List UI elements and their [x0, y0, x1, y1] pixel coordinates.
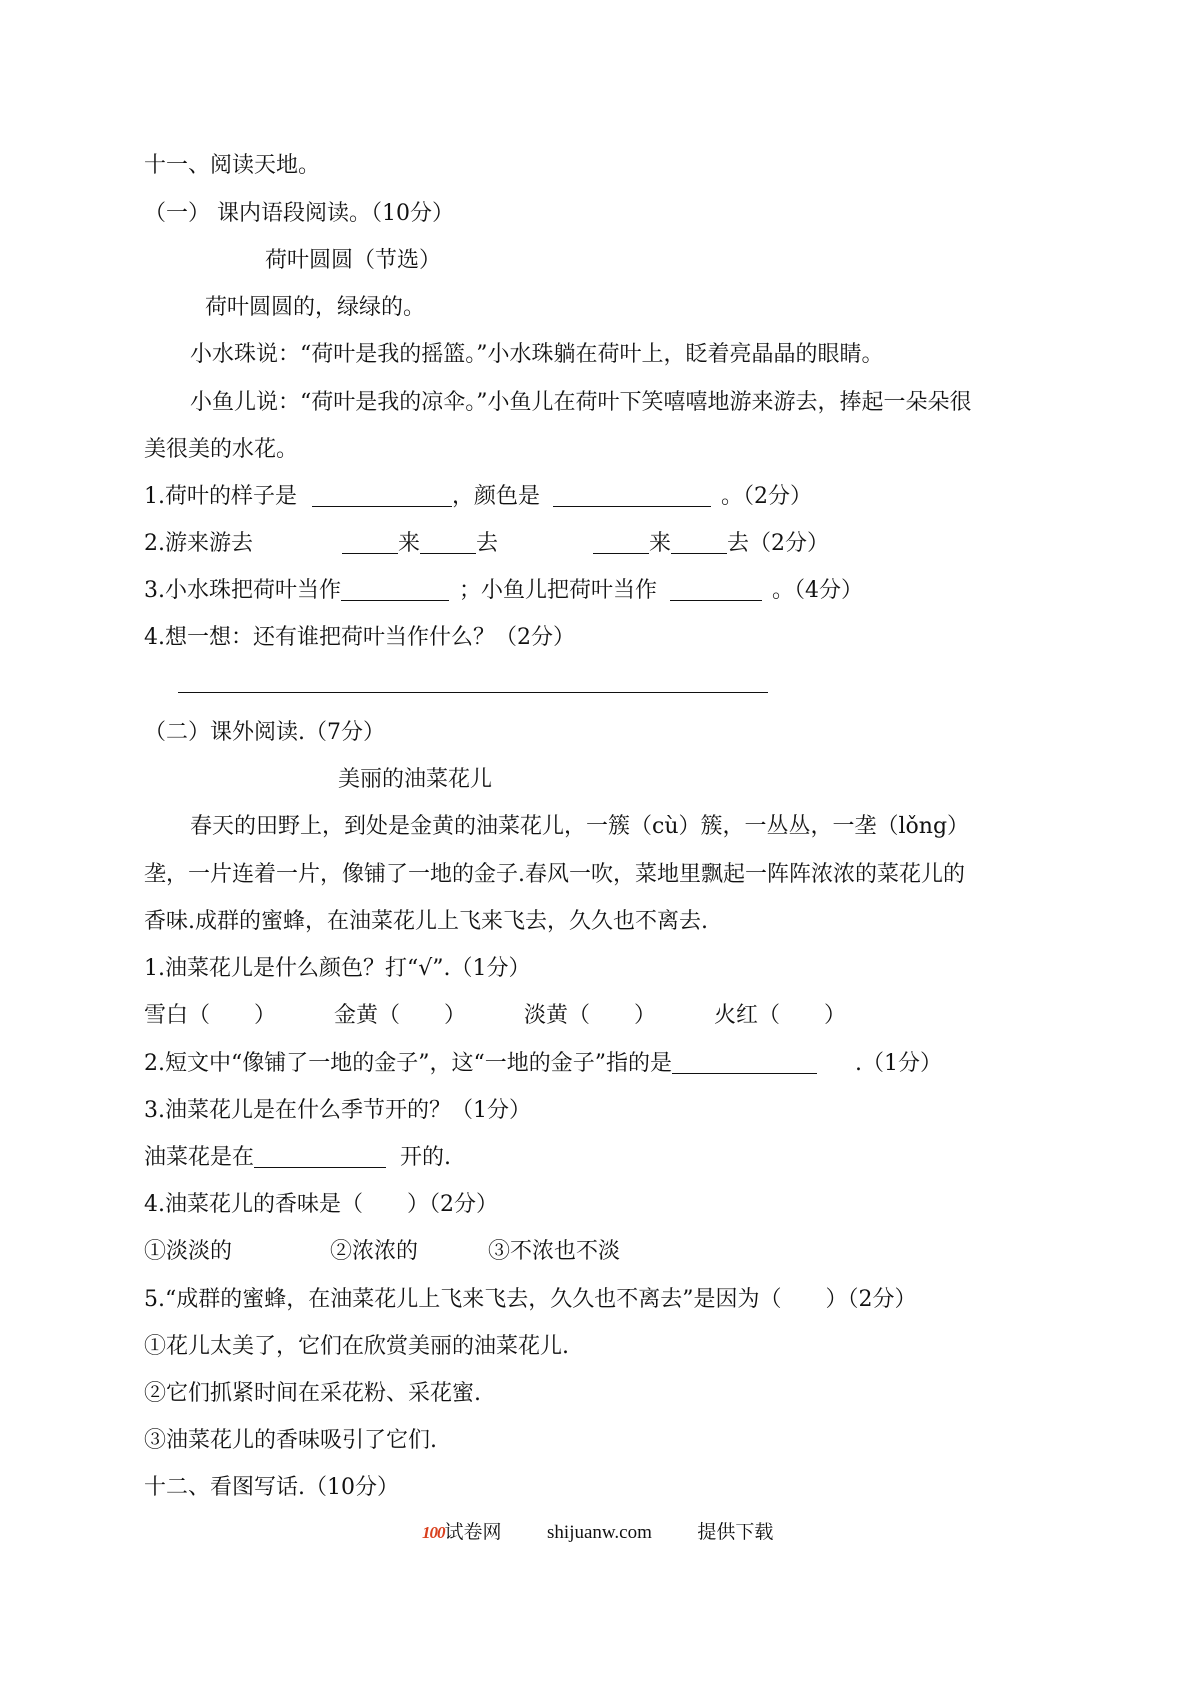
answer-blank[interactable] [341, 578, 449, 601]
answer-blank[interactable] [671, 531, 727, 554]
option-fire-red[interactable]: 火红（ ） [714, 1003, 847, 1028]
question-text: ，颜色是 [452, 484, 541, 509]
footer [422, 1520, 773, 1546]
passage-2-paragraph: 香味.成群的蜜蜂，在油菜花儿上飞来飞去，久久也不离去. [144, 909, 708, 934]
question-1-4: 4.想一想：还有谁把荷叶当作什么？（2分） [144, 625, 575, 650]
option-3[interactable]: ③不浓也不淡 [488, 1239, 621, 1264]
question-text: 来 [649, 531, 672, 556]
question-2-3: 3.油菜花儿是在什么季节开的？（1分） [144, 1098, 531, 1123]
footer-note: 提供下载 [697, 1522, 774, 1543]
question-text: 3.小水珠把荷叶当作 [144, 578, 341, 603]
answer-blank[interactable] [672, 1051, 817, 1074]
question-text: 油菜花是在 [144, 1145, 255, 1170]
question-text: 来 [398, 531, 421, 556]
question-2-4: 4.油菜花儿的香味是（ ）（2分） [144, 1192, 498, 1217]
question-2-5: 5.“成群的蜜蜂，在油菜花儿上飞来飞去，久久也不离去”是因为（ ）（2分） [144, 1287, 917, 1312]
passage-1-paragraph: 荷叶圆圆的，绿绿的。 [205, 295, 426, 320]
question-2-1-options [144, 1001, 846, 1031]
answer-blank[interactable] [342, 531, 398, 554]
site-link[interactable]: shijuanw.com [547, 1522, 652, 1543]
option-2[interactable]: ②浓浓的 [330, 1239, 419, 1264]
passage-1-paragraph: 小鱼儿说：“荷叶是我的凉伞。”小鱼儿在荷叶下笑嘻嘻地游来游去，捧起一朵朵很 [190, 390, 972, 415]
passage-2-paragraph: 垄，一片连着一片，像铺了一地的金子.春风一吹，菜地里飘起一阵阵浓浓的菜花儿的 [144, 862, 965, 887]
part-2-heading: （二）课外阅读.（7分） [144, 720, 385, 745]
question-text: 1.荷叶的样子是 [144, 484, 297, 509]
question-text: ；小鱼儿把荷叶当作 [459, 578, 658, 603]
question-2-5-option-1[interactable]: ①花儿太美了，它们在欣赏美丽的油菜花儿. [144, 1334, 569, 1359]
question-2-2 [144, 1049, 942, 1079]
question-text: .（1分） [854, 1051, 942, 1076]
option-light-yellow[interactable]: 淡黄（ ） [524, 1003, 657, 1028]
option-golden[interactable]: 金黄（ ） [334, 1003, 467, 1028]
question-2-5-option-2[interactable]: ②它们抓紧时间在采花粉、采花蜜. [144, 1381, 481, 1406]
question-1-2 [144, 529, 829, 559]
passage-1-title: 荷叶圆圆（节选） [265, 248, 442, 273]
question-2-4-options [144, 1237, 620, 1267]
section-12-title: 十二、看图写话.（10分） [144, 1475, 399, 1500]
passage-1-paragraph: 美很美的水花。 [144, 437, 299, 462]
question-text: 。（2分） [721, 484, 813, 509]
passage-1-paragraph: 小水珠说：“荷叶是我的摇篮。”小水珠躺在荷叶上，眨着亮晶晶的眼睛。 [190, 342, 884, 367]
logo-text: 试卷网 [444, 1522, 502, 1543]
question-2-5-option-3[interactable]: ③油菜花儿的香味吸引了它们. [144, 1428, 437, 1453]
passage-2-paragraph: 春天的田野上，到处是金黄的油菜花儿，一簇（cù）簇，一丛丛，一垄（lǒng） [190, 814, 970, 839]
answer-blank[interactable] [553, 484, 711, 507]
option-1[interactable]: ①淡淡的 [144, 1239, 233, 1264]
question-1-3 [144, 576, 863, 606]
option-snow-white[interactable]: 雪白（ ） [144, 1003, 277, 1028]
answer-blank[interactable] [670, 578, 762, 601]
answer-blank[interactable] [420, 531, 476, 554]
question-text: 去 [476, 531, 499, 556]
answer-blank[interactable] [254, 1145, 386, 1168]
answer-blank[interactable] [312, 484, 452, 507]
question-text: 开的. [400, 1145, 452, 1170]
question-text: 2.游来游去 [144, 531, 253, 556]
answer-line[interactable] [178, 692, 768, 693]
answer-blank[interactable] [593, 531, 649, 554]
question-text: 2.短文中“像铺了一地的金子”，这“一地的金子”指的是 [144, 1051, 672, 1076]
part-1-heading: （一） 课内语段阅读。（10分） [144, 201, 454, 226]
passage-2-title: 美丽的油菜花儿 [338, 767, 493, 792]
question-2-1: 1.油菜花儿是什么颜色？打“√”.（1分） [144, 956, 531, 981]
section-11-title: 十一、阅读天地。 [144, 153, 321, 178]
question-1-1 [144, 482, 812, 512]
question-2-3-answer [144, 1143, 451, 1173]
question-text: 去（2分） [727, 531, 830, 556]
logo-100-icon: 100 [422, 1523, 445, 1542]
question-text: 。（4分） [772, 578, 864, 603]
